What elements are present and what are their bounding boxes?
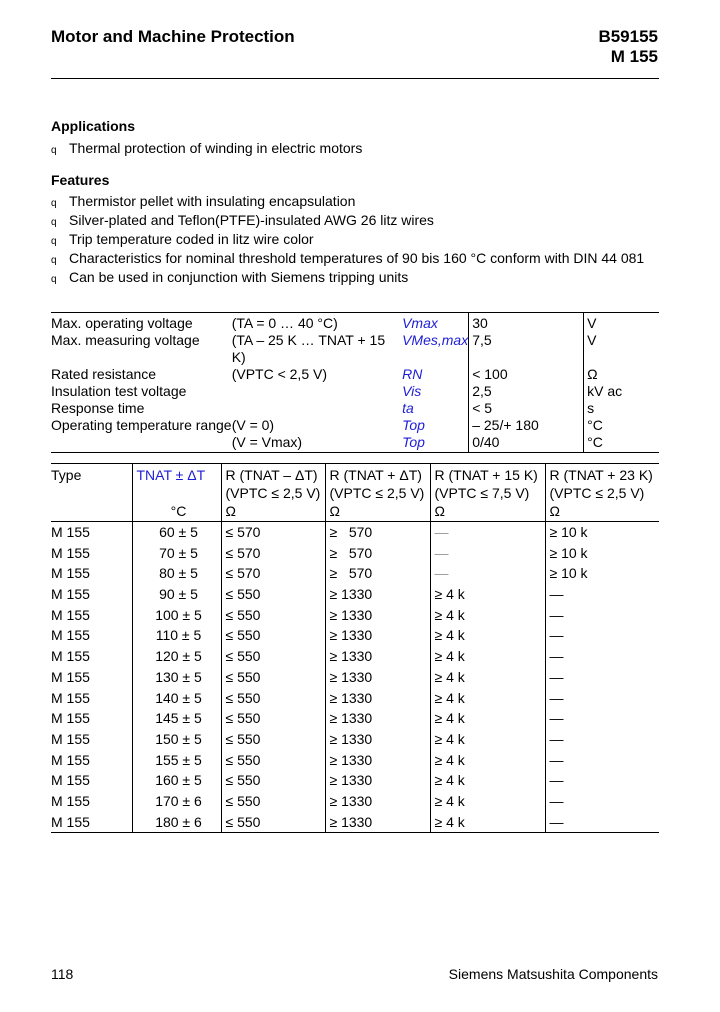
table-row <box>51 770 659 791</box>
table-cell: ≥ 1330 <box>325 688 430 709</box>
table-row <box>51 563 659 584</box>
table-cell: — <box>430 543 545 564</box>
spec-value: < 5 <box>469 400 584 417</box>
spec-value: 7,5 <box>469 332 584 366</box>
column-header-line: TNAT ± ΔT <box>136 467 206 483</box>
table-cell: M 155 <box>51 524 90 540</box>
table-cell: — <box>545 625 659 646</box>
list-item-text: Trip temperature coded in litz wire color <box>69 231 314 247</box>
table-cell: — <box>545 646 659 667</box>
spec-unit: kV ac <box>584 383 659 400</box>
table-cell: ≥ 4 k <box>430 667 545 688</box>
specifications-body <box>51 313 659 453</box>
column-header-line: R (TNAT + 15 K) <box>434 467 538 483</box>
bullet-icon: q <box>51 236 57 247</box>
table-cell: 70 ± 5 <box>132 543 221 564</box>
spec-condition: (VPTC < 2,5 V) <box>231 366 327 382</box>
table-cell: — <box>430 563 545 584</box>
table-cell: 60 ± 5 <box>132 522 221 543</box>
header-divider <box>51 78 659 79</box>
types-header-row <box>51 464 659 522</box>
spec-parameter: Rated resistance <box>51 366 157 382</box>
table-cell: — <box>545 584 659 605</box>
column-header <box>132 464 221 522</box>
table-cell: M 155 <box>51 606 90 623</box>
table-cell: ≥ 4 k <box>430 791 545 812</box>
table-cell: ≥ 1330 <box>325 729 430 750</box>
spec-parameter <box>51 434 232 453</box>
spec-row <box>51 313 659 333</box>
table-cell: — <box>545 605 659 626</box>
spec-row <box>51 332 659 366</box>
column-header-line <box>51 502 132 520</box>
table-cell: M 155 <box>51 751 90 768</box>
table-cell: ≥ 1330 <box>325 708 430 729</box>
table-cell: ≥ 10 k <box>545 522 659 543</box>
table-cell: ≥ 4 k <box>430 625 545 646</box>
table-cell: ≤ 550 <box>221 770 325 791</box>
spec-symbol: Top <box>402 434 425 450</box>
table-cell: ≥ 1330 <box>325 605 430 626</box>
table-cell: ≥ 4 k <box>430 605 545 626</box>
table-cell: 160 ± 5 <box>132 770 221 791</box>
table-cell: ≥ 4 k <box>430 750 545 771</box>
table-cell: ≥ 10 k <box>545 543 659 564</box>
table-cell: ≥ 4 k <box>430 770 545 791</box>
list-item <box>51 250 644 269</box>
applications-section <box>51 118 362 159</box>
table-cell: ≤ 550 <box>221 605 325 626</box>
list-item <box>51 269 644 288</box>
table-cell: ≥ 1330 <box>325 791 430 812</box>
table-cell: M 155 <box>51 544 90 561</box>
list-item <box>51 212 644 231</box>
product-code-line1: B59155 <box>598 27 658 46</box>
spec-value: 2,5 <box>469 383 584 400</box>
table-cell: ≥ 10 k <box>545 563 659 584</box>
table-cell: ≥ 4 k <box>430 708 545 729</box>
list-item-text: Characteristics for nominal threshold temperatures of 90 bis 160 °C conform with DIN 44 081 <box>69 250 645 266</box>
table-cell: 130 ± 5 <box>132 667 221 688</box>
table-cell: ≤ 550 <box>221 688 325 709</box>
table-row <box>51 522 659 543</box>
spec-parameter: Response time <box>51 400 145 416</box>
spec-parameter: Max. operating voltage <box>51 315 193 331</box>
table-cell: M 155 <box>51 772 90 789</box>
table-cell: 155 ± 5 <box>132 750 221 771</box>
table-cell: — <box>545 750 659 771</box>
table-cell: — <box>545 770 659 791</box>
spec-symbol: Top <box>402 417 425 433</box>
bullet-icon: q <box>51 198 57 209</box>
table-cell: 90 ± 5 <box>132 584 221 605</box>
table-cell: — <box>545 812 659 833</box>
table-row <box>51 791 659 812</box>
table-cell: ≤ 570 <box>221 522 325 543</box>
table-cell: 140 ± 5 <box>132 688 221 709</box>
table-cell: — <box>545 791 659 812</box>
page-number: 118 <box>51 966 74 982</box>
table-cell: 120 ± 5 <box>132 646 221 667</box>
page-title: Motor and Machine Protection <box>51 27 295 46</box>
spec-condition: (TA – 25 K … TNAT + 15 K) <box>231 332 386 365</box>
table-cell: ≥ 4 k <box>430 729 545 750</box>
spec-symbol: Vis <box>402 383 422 399</box>
spec-symbol: ta <box>402 400 414 416</box>
table-row <box>51 667 659 688</box>
bullet-icon: q <box>51 274 57 285</box>
column-header <box>325 464 430 522</box>
table-cell: M 155 <box>51 689 90 706</box>
column-header <box>430 464 545 522</box>
table-cell: ≤ 550 <box>221 667 325 688</box>
table-row <box>51 584 659 605</box>
table-cell: ≥ 570 <box>325 543 430 564</box>
features-heading: Features <box>51 172 110 188</box>
table-cell: 145 ± 5 <box>132 708 221 729</box>
column-header <box>221 464 325 522</box>
column-header-line: Ω <box>329 503 340 519</box>
table-cell: 150 ± 5 <box>132 729 221 750</box>
table-cell: ≥ 570 <box>325 563 430 584</box>
table-cell: ≥ 4 k <box>430 646 545 667</box>
table-cell: ≤ 550 <box>221 646 325 667</box>
table-cell: 80 ± 5 <box>132 563 221 584</box>
features-section <box>51 172 644 288</box>
table-cell: M 155 <box>51 586 90 603</box>
column-header-line: (VPTC ≤ 2,5 V) <box>549 485 645 501</box>
spec-value: – 25/+ 180 <box>469 417 584 434</box>
table-cell: M 155 <box>51 710 90 727</box>
table-cell: M 155 <box>51 730 90 747</box>
column-header <box>51 464 132 522</box>
spec-parameter: Insulation test voltage <box>51 383 187 399</box>
table-cell: — <box>545 688 659 709</box>
spec-condition: (TA = 0 … 40 °C) <box>231 315 338 331</box>
table-cell: ≥ 4 k <box>430 584 545 605</box>
table-cell: M 155 <box>51 648 90 665</box>
list-item-text: Silver-plated and Teflon(PTFE)-insulated AWG 26 litz wires <box>69 212 434 228</box>
spec-unit: s <box>584 400 659 417</box>
table-cell: ≤ 570 <box>221 543 325 564</box>
column-header-line: Type <box>51 467 82 483</box>
list-item <box>51 193 644 212</box>
table-cell: ≤ 550 <box>221 750 325 771</box>
table-cell: 170 ± 6 <box>132 791 221 812</box>
column-header-line: Ω <box>434 503 445 519</box>
table-row <box>51 625 659 646</box>
applications-heading: Applications <box>51 118 136 134</box>
column-header <box>545 464 659 522</box>
column-header-line: Ω <box>549 503 560 519</box>
table-cell: — <box>545 729 659 750</box>
table-cell: ≤ 550 <box>221 791 325 812</box>
list-item <box>51 140 362 159</box>
list-item-text: Thermal protection of winding in electric motors <box>69 140 363 156</box>
table-row <box>51 812 659 833</box>
company-name: Siemens Matsushita Components <box>448 966 658 982</box>
list-item-text: Thermistor pellet with insulating encapsulation <box>69 193 356 209</box>
table-cell: M 155 <box>51 565 90 582</box>
table-cell: ≥ 4 k <box>430 812 545 833</box>
spec-condition: (V = 0) <box>231 417 275 433</box>
table-cell: M 155 <box>51 627 90 644</box>
column-header-line: R (TNAT + ΔT) <box>329 467 422 483</box>
table-row <box>51 708 659 729</box>
spec-condition <box>232 400 402 417</box>
list-item-text: Can be used in conjunction with Siemens tripping units <box>69 269 409 285</box>
bullet-icon: q <box>51 217 57 228</box>
column-header-line: °C <box>170 503 187 519</box>
spec-row <box>51 366 659 383</box>
table-cell: M 155 <box>51 668 90 685</box>
spec-value: 0/40 <box>469 434 584 453</box>
table-cell: ≤ 550 <box>221 584 325 605</box>
product-code <box>598 27 658 67</box>
column-header-line: (VPTC ≤ 2,5 V) <box>225 485 321 501</box>
column-header-line: R (TNAT – ΔT) <box>225 467 318 483</box>
spec-value: 30 <box>469 313 584 333</box>
table-cell: ≥ 1330 <box>325 667 430 688</box>
table-cell: ≥ 570 <box>325 522 430 543</box>
bullet-icon: q <box>51 255 57 266</box>
table-row <box>51 750 659 771</box>
table-cell: — <box>545 708 659 729</box>
spec-value: < 100 <box>469 366 584 383</box>
spec-parameter: Max. measuring voltage <box>51 332 200 348</box>
column-header-line <box>51 484 132 502</box>
table-cell: ≥ 1330 <box>325 812 430 833</box>
table-cell: ≤ 550 <box>221 625 325 646</box>
table-cell: ≥ 1330 <box>325 584 430 605</box>
spec-row <box>51 383 659 400</box>
specifications-table <box>51 312 659 453</box>
spec-unit: Ω <box>584 366 659 383</box>
table-cell: M 155 <box>51 792 90 809</box>
spec-symbol: VMes,max <box>402 332 469 348</box>
spec-symbol: RN <box>402 366 423 382</box>
types-body <box>51 522 659 833</box>
types-table <box>51 463 659 833</box>
list-item <box>51 231 644 250</box>
spec-unit: °C <box>584 417 659 434</box>
table-row <box>51 646 659 667</box>
table-cell: — <box>430 522 545 543</box>
spec-row <box>51 400 659 417</box>
column-header-line: (VPTC ≤ 2,5 V) <box>329 485 425 501</box>
column-header-line: (VPTC ≤ 7,5 V) <box>434 485 530 501</box>
spec-condition <box>232 383 402 400</box>
table-row <box>51 543 659 564</box>
product-code-line2: M 155 <box>610 47 658 66</box>
spec-unit: V <box>584 332 659 366</box>
table-cell: ≤ 570 <box>221 563 325 584</box>
bullet-icon: q <box>51 145 57 156</box>
table-row <box>51 729 659 750</box>
spec-row <box>51 434 659 453</box>
table-cell: 100 ± 5 <box>132 605 221 626</box>
spec-unit: °C <box>584 434 659 453</box>
column-header-line <box>137 484 221 502</box>
table-cell: ≥ 1330 <box>325 750 430 771</box>
table-row <box>51 605 659 626</box>
table-cell: ≤ 550 <box>221 708 325 729</box>
table-row <box>51 688 659 709</box>
table-cell: ≥ 4 k <box>430 688 545 709</box>
table-cell: 180 ± 6 <box>132 812 221 833</box>
spec-symbol: Vmax <box>402 315 438 331</box>
table-cell: 110 ± 5 <box>132 625 221 646</box>
spec-row <box>51 417 659 434</box>
table-cell: ≤ 550 <box>221 812 325 833</box>
spec-parameter: Operating temperature range <box>51 417 232 433</box>
spec-unit: V <box>584 313 659 333</box>
table-cell: ≥ 1330 <box>325 770 430 791</box>
spec-condition: (V = Vmax) <box>231 434 303 450</box>
table-cell: ≥ 1330 <box>325 646 430 667</box>
column-header-line: Ω <box>225 503 236 519</box>
column-header-line: R (TNAT + 23 K) <box>549 467 653 483</box>
table-cell: M 155 <box>51 813 90 830</box>
table-cell: ≤ 550 <box>221 729 325 750</box>
table-cell: ≥ 1330 <box>325 625 430 646</box>
table-cell: — <box>545 667 659 688</box>
